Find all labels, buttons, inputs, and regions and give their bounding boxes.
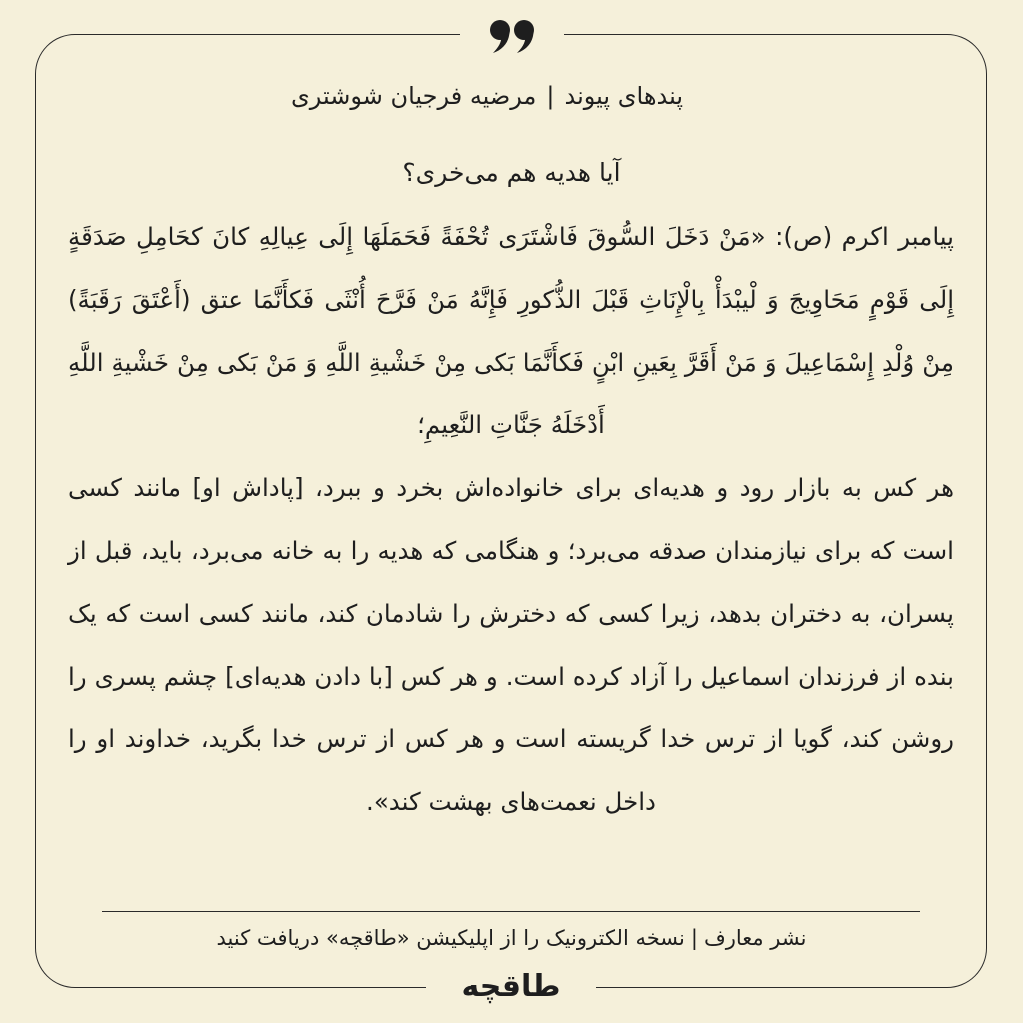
header	[203, 76, 683, 116]
footer-note: نسخه الکترونیک را از اپلیکیشن «طاقچه» دریافت کنید	[216, 926, 685, 950]
publisher-name: نشر معارف	[703, 926, 807, 950]
hadith-text: پیامبر اکرم (ص): «مَنْ دَخَلَ السُّوقَ فَاشْتَرَی تُحْفَةً فَحَمَلَهَا إِلَی عِیالِهِ کانَ کحَامِلِ صَدَقَةٍ إِلَی قَوْمٍ مَحَاوِیجَ وَ لْیبْدَأْ بِالْإِنَاثِ قَبْلَ الذُّکورِ فَإِنَّهُ مَنْ فَرَّحَ أُنْثَی فَکأَنَّمَا عتق (أَعْتَقَ رَقَبَةً) مِنْ وُلْدِ إِسْمَاعِیلَ وَ مَنْ أَقَرَّ بِعَینِ ابْنٍ فَکأَنَّمَا بَکی مِنْ خَشْیةِ اللَّهِ وَ مَنْ بَکی مِنْ خَشْیةِ اللَّهِ أَدْخَلَهُ جَنَّاتِ النَّعِیمِ؛	[68, 222, 954, 440]
series-name: پندهای پیوند	[564, 82, 683, 110]
body-text	[68, 206, 954, 834]
page-title: آیا هدیه هم می‌خری؟	[402, 158, 621, 187]
author-name: مرضیه فرجیان شوشتری	[290, 82, 537, 110]
header-separator: |	[546, 82, 555, 110]
footer	[0, 918, 1023, 958]
taaghche-logo: طاقچه	[461, 969, 561, 1004]
translation-text: هر کس به بازار رود و هدیه‌ای برای خانواده‌اش بخرد و ببرد، [پاداش او] مانند کسی است که برای نیازمندان صدقه می‌برد؛ و هنگامی که هدیه را به خانه می‌برد، باید، قبل از پسران، به دختران بدهد، زیرا کسی که دخترش را شادمان کند، مانند کسی است که یک بنده از فرزندان اسماعیل را آزاد کرده است. و هر کس [با دادن هدیه‌ای] چشم پسری را روشن کند، گویا از ترس خدا گریسته است و هر کس از ترس خدا بگرید، خداوند او را داخل نعمت‌های بهشت کند».	[68, 473, 954, 817]
footer-divider	[102, 911, 920, 912]
footer-separator: |	[690, 926, 698, 950]
quote-mark-icon	[460, 12, 564, 62]
logo-area	[426, 964, 596, 1010]
